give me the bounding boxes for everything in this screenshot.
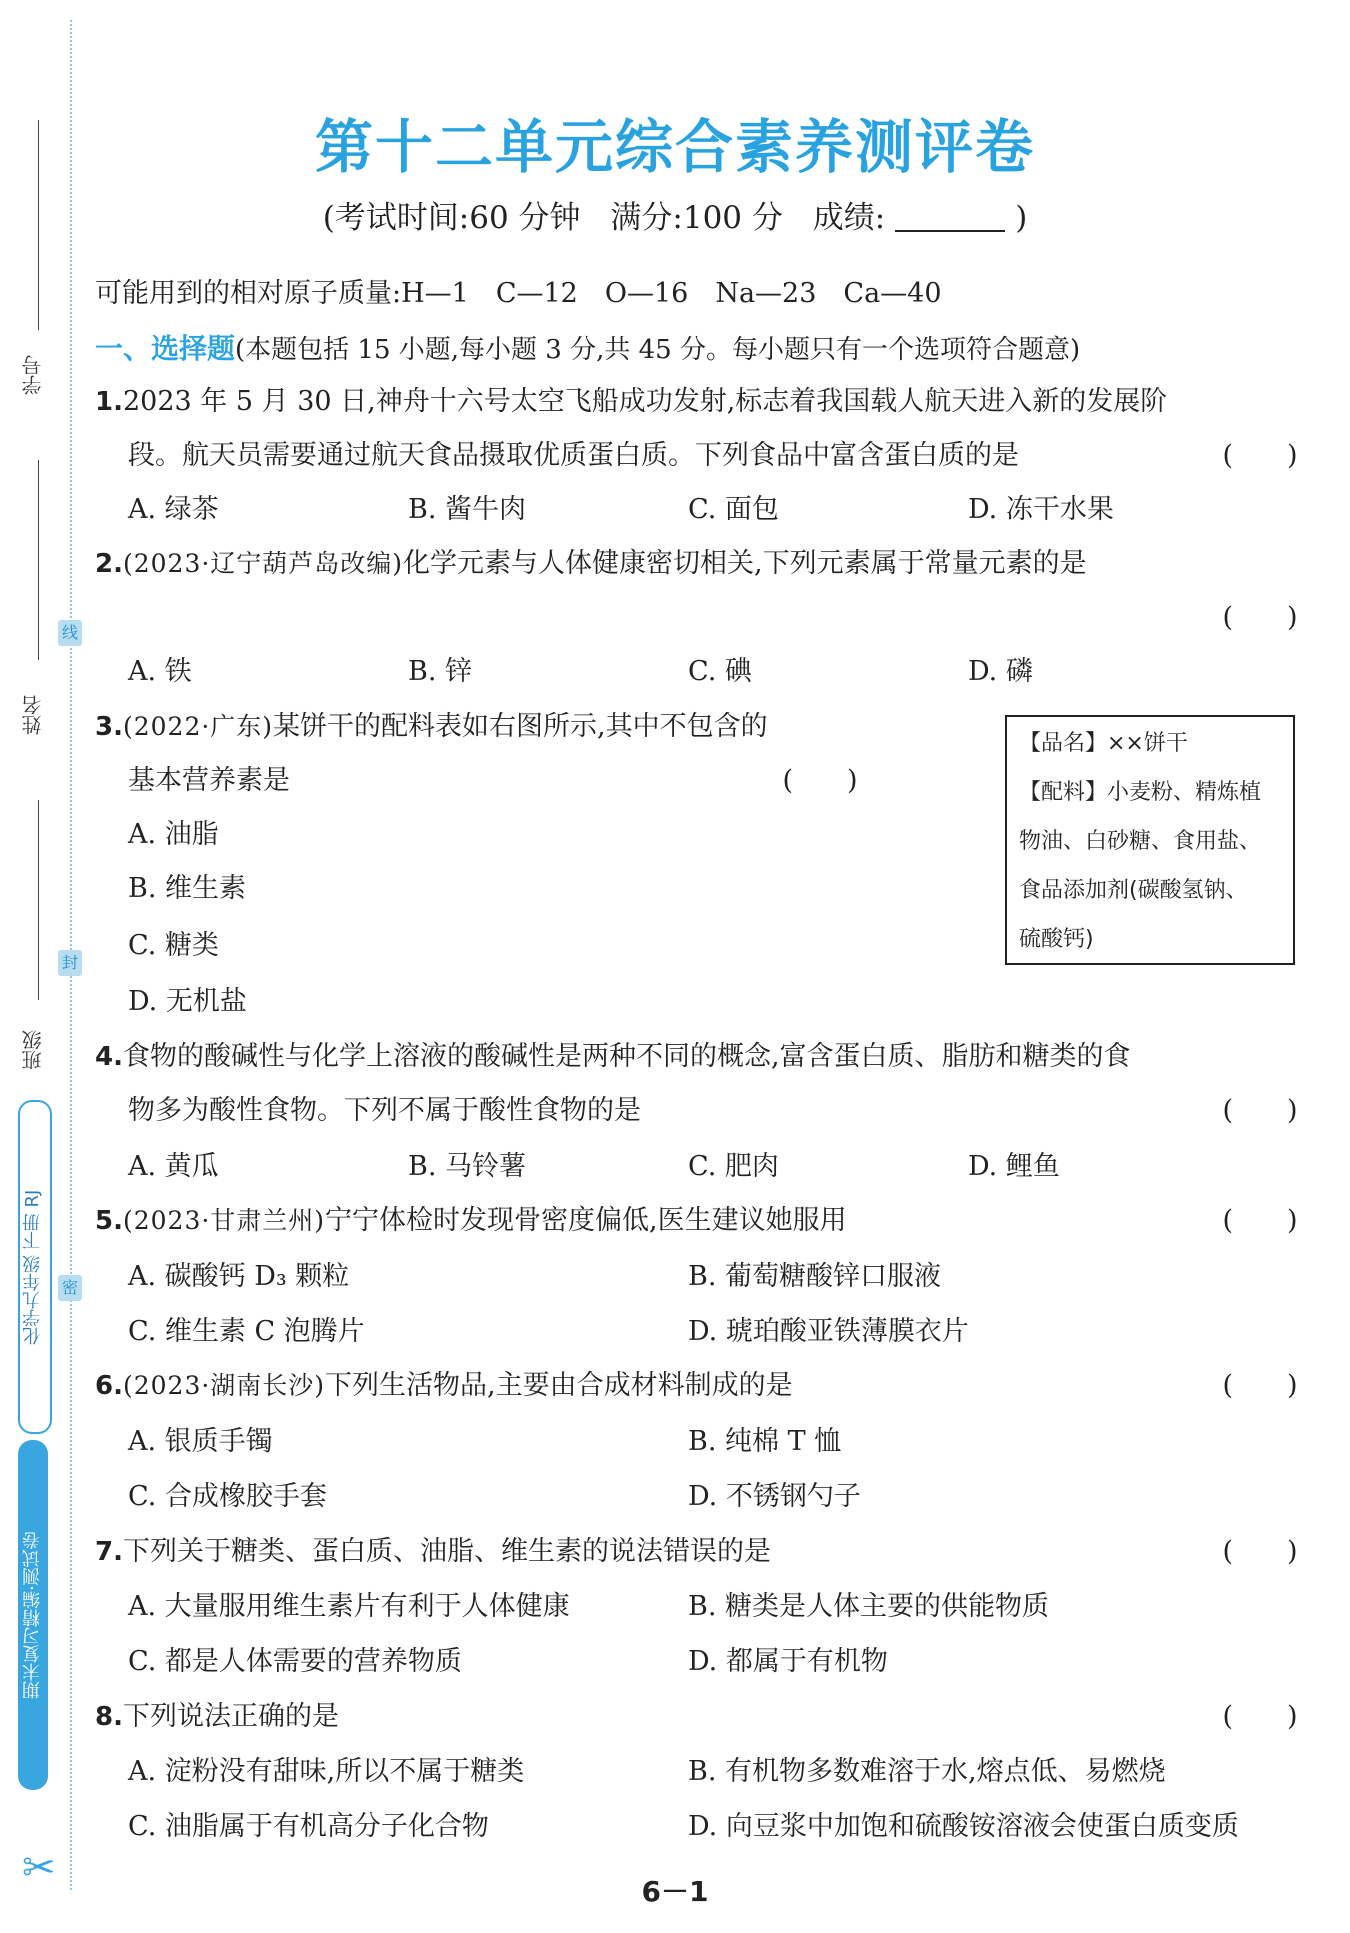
- question-text: 宁宁体检时发现骨密度偏低,医生建议她服用: [325, 1205, 847, 1236]
- section-one-header: [95, 330, 1305, 369]
- option-d[interactable]: D. 无机盐: [128, 986, 247, 1017]
- student-no-label: 学号: [21, 355, 45, 395]
- atomic-mass-note: 可能用到的相对原子质量:H—1 C—12 O—16 Na—23 Ca—40: [95, 278, 942, 309]
- option-a[interactable]: A. 淀粉没有甜味,所以不属于糖类: [128, 1756, 525, 1787]
- question-6-line1: [95, 1367, 1305, 1405]
- name-blank: [38, 460, 39, 660]
- question-number: 1.: [95, 387, 123, 417]
- question-source: (2022·广东): [122, 712, 274, 741]
- seal-mark-seal2: 密: [58, 1275, 82, 1301]
- question-number: 2.: [95, 549, 123, 579]
- spine-series-title: 期末复习精编·测试卷: [18, 1440, 48, 1790]
- question-number: 6.: [95, 1371, 123, 1401]
- question-8-line1: [95, 1698, 1305, 1736]
- answer-blank[interactable]: ( ): [1222, 1095, 1298, 1126]
- question-text: 化学元素与人体健康密切相关,下列元素属于常量元素的是: [403, 548, 1087, 579]
- option-b[interactable]: B. 马铃薯: [408, 1151, 527, 1182]
- question-5-line1: [95, 1202, 1305, 1240]
- option-b[interactable]: B. 维生素: [128, 873, 247, 904]
- question-3-line1: [95, 708, 925, 746]
- option-b[interactable]: B. 酱牛肉: [408, 494, 527, 525]
- ingredient-line: 硫酸钙): [1019, 927, 1094, 952]
- section-desc: (本题包括 15 小题,每小题 3 分,共 45 分。每小题只有一个选项符合题意): [235, 335, 1081, 365]
- option-b[interactable]: B. 糖类是人体主要的供能物质: [688, 1591, 1050, 1622]
- question-number: 3.: [95, 712, 123, 742]
- ingredient-line: 物油、白砂糖、食用盐、: [1019, 829, 1262, 854]
- question-4-line1: [95, 1038, 1305, 1076]
- question-text: 某饼干的配料表如右图所示,其中不包含的: [273, 711, 768, 742]
- name-label: 姓名: [21, 695, 45, 735]
- section-title: 一、选择题: [95, 332, 236, 365]
- question-text: 段。航天员需要通过航天食品摄取优质蛋白质。下列食品中富含蛋白质的是: [128, 440, 1019, 471]
- question-1-line2: [95, 437, 1338, 475]
- page-title: 第十二单元综合素养测评卷: [314, 113, 1035, 181]
- ingredient-label-box: [1005, 715, 1295, 965]
- option-a[interactable]: A. 铁: [128, 656, 192, 687]
- option-b[interactable]: B. 有机物多数难溶于水,熔点低、易燃烧: [688, 1756, 1166, 1787]
- option-c[interactable]: C. 维生素 C 泡腾片: [128, 1316, 365, 1347]
- answer-blank[interactable]: ( ): [1222, 1370, 1298, 1401]
- option-c[interactable]: C. 油脂属于有机高分子化合物: [128, 1811, 489, 1842]
- question-text: 下列关于糖类、蛋白质、油脂、维生素的说法错误的是: [122, 1536, 771, 1567]
- option-d[interactable]: D. 磷: [968, 656, 1033, 687]
- question-number: 5.: [95, 1206, 123, 1236]
- page-number: 6－1: [641, 1875, 709, 1908]
- option-c[interactable]: C. 都是人体需要的营养物质: [128, 1646, 462, 1677]
- question-text: 下列生活物品,主要由合成材料制成的是: [325, 1370, 793, 1401]
- answer-blank[interactable]: ( ): [782, 765, 858, 796]
- option-a[interactable]: A. 油脂: [128, 819, 219, 850]
- question-number: 4.: [95, 1042, 123, 1072]
- seal-mark-line: 线: [58, 620, 82, 646]
- option-d[interactable]: D. 都属于有机物: [688, 1646, 888, 1677]
- option-c[interactable]: C. 糖类: [128, 930, 219, 961]
- option-d[interactable]: D. 冻干水果: [968, 494, 1114, 525]
- question-text: 物多为酸性食物。下列不属于酸性食物的是: [128, 1095, 641, 1126]
- class-label: 班级: [21, 1030, 45, 1070]
- question-text: 下列说法正确的是: [122, 1701, 339, 1732]
- question-source: (2023·湖南长沙): [122, 1371, 326, 1400]
- question-source: (2023·辽宁葫芦岛改编): [122, 549, 404, 578]
- ingredient-line: 食品添加剂(碳酸氢钠、: [1019, 878, 1248, 903]
- spine-book-title: 化学九年级 下册 RJ: [18, 1100, 52, 1434]
- question-2-line1: [95, 545, 1305, 583]
- option-c[interactable]: C. 合成橡胶手套: [128, 1481, 327, 1512]
- option-d[interactable]: D. 向豆浆中加饱和硫酸铵溶液会使蛋白质变质: [688, 1811, 1239, 1842]
- question-text: 2023 年 5 月 30 日,神舟十六号太空飞船成功发射,标志着我国载人航天进入新的发展阶: [122, 386, 1168, 417]
- option-d[interactable]: D. 不锈钢勺子: [688, 1481, 861, 1512]
- option-c[interactable]: C. 面包: [688, 494, 779, 525]
- exam-info: [0, 192, 1350, 237]
- class-blank: [38, 800, 39, 1000]
- option-d[interactable]: D. 鲤鱼: [968, 1151, 1060, 1182]
- full-score: 满分:100 分: [610, 200, 783, 236]
- ingredient-line: 【配料】小麦粉、精炼植: [1019, 780, 1262, 805]
- option-a[interactable]: A. 碳酸钙 D₃ 颗粒: [128, 1261, 350, 1292]
- score-label: 成绩:: [812, 200, 886, 236]
- answer-blank[interactable]: ( ): [1222, 602, 1298, 633]
- exam-time: (考试时间:60 分钟: [322, 200, 581, 236]
- option-b[interactable]: B. 锌: [408, 656, 473, 687]
- scissors-icon: ✂: [22, 1845, 56, 1891]
- seal-mark-seal: 封: [58, 950, 82, 976]
- close-paren: ): [1015, 200, 1028, 236]
- answer-blank[interactable]: ( ): [1222, 1205, 1298, 1236]
- option-c[interactable]: C. 肥肉: [688, 1151, 779, 1182]
- question-number: 8.: [95, 1702, 123, 1732]
- ingredient-line: 【品名】××饼干: [1019, 731, 1188, 756]
- option-a[interactable]: A. 绿茶: [128, 494, 219, 525]
- question-4-line2: [95, 1092, 1338, 1130]
- question-1-line1: [95, 383, 1305, 421]
- option-a[interactable]: A. 黄瓜: [128, 1151, 219, 1182]
- question-text: 基本营养素是: [128, 765, 290, 796]
- question-number: 7.: [95, 1537, 123, 1567]
- question-text: 食物的酸碱性与化学上溶液的酸碱性是两种不同的概念,富含蛋白质、脂肪和糖类的食: [122, 1041, 1131, 1072]
- option-b[interactable]: B. 葡萄糖酸锌口服液: [688, 1261, 942, 1292]
- option-b[interactable]: B. 纯棉 T 恤: [688, 1426, 842, 1457]
- question-7-line1: [95, 1533, 1305, 1571]
- score-blank[interactable]: [895, 202, 1005, 232]
- answer-blank[interactable]: ( ): [1222, 1536, 1298, 1567]
- option-d[interactable]: D. 琥珀酸亚铁薄膜衣片: [688, 1316, 969, 1347]
- answer-blank[interactable]: ( ): [1222, 440, 1298, 471]
- option-a[interactable]: A. 银质手镯: [128, 1426, 273, 1457]
- question-source: (2023·甘肃兰州): [122, 1206, 326, 1235]
- answer-blank[interactable]: ( ): [1222, 1701, 1298, 1732]
- option-c[interactable]: C. 碘: [688, 656, 752, 687]
- option-a[interactable]: A. 大量服用维生素片有利于人体健康: [128, 1591, 570, 1622]
